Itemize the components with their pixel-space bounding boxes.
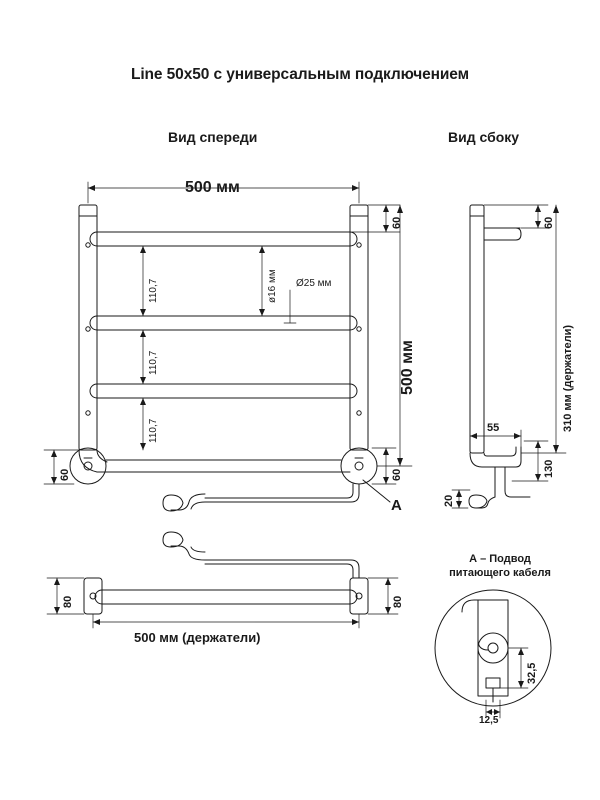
page-title: Line 50x50 с универсальным подключением xyxy=(130,66,469,83)
dim-side-height-brackets: 310 мм (держатели) xyxy=(562,324,574,432)
dim-detail-a-vertical: 32,5 xyxy=(526,662,538,684)
top-view-geometry xyxy=(84,532,368,614)
dim-top-width-brackets: 500 мм (держатели) xyxy=(134,630,261,645)
dim-tube-small: ø16 мм xyxy=(267,269,278,303)
dim-rung-spacing-1: 110,7 xyxy=(148,278,159,303)
dim-front-left-offset: 60 xyxy=(59,468,71,481)
side-view-label: Вид сбоку xyxy=(448,129,520,145)
top-view-dimensions xyxy=(47,578,398,628)
detail-a-geometry xyxy=(435,590,551,706)
dim-front-height: 500 мм xyxy=(399,340,416,395)
detail-a-note-line1: А – Подвод xyxy=(469,553,531,565)
dim-top-left-offset: 80 xyxy=(62,595,74,608)
dim-front-bottom-offset: 60 xyxy=(391,468,403,481)
detail-a-dimensions xyxy=(486,648,528,718)
dim-rung-spacing-2: 110,7 xyxy=(148,350,159,375)
marker-a: A xyxy=(391,497,402,514)
dim-top-right-offset: 80 xyxy=(392,595,404,608)
side-view-geometry xyxy=(469,205,530,508)
front-view-label: Вид спереди xyxy=(168,129,258,145)
dim-rung-spacing-3: 110,7 xyxy=(148,418,159,443)
dim-tube-large: Ø25 мм xyxy=(296,278,332,289)
front-view-dimensions xyxy=(44,182,412,484)
front-view-geometry xyxy=(70,205,390,511)
dim-side-bracket-depth: 55 xyxy=(487,422,500,434)
detail-a-note-line2: питающего кабеля xyxy=(449,567,551,579)
dim-side-cable-offset: 20 xyxy=(443,494,455,507)
dim-side-top-offset: 60 xyxy=(543,216,555,229)
dim-detail-a-horizontal: 12,5 xyxy=(479,715,499,726)
dim-front-width: 500 мм xyxy=(185,179,240,196)
dim-front-top-offset: 60 xyxy=(391,216,403,229)
dim-side-bracket-height: 130 xyxy=(543,459,555,478)
